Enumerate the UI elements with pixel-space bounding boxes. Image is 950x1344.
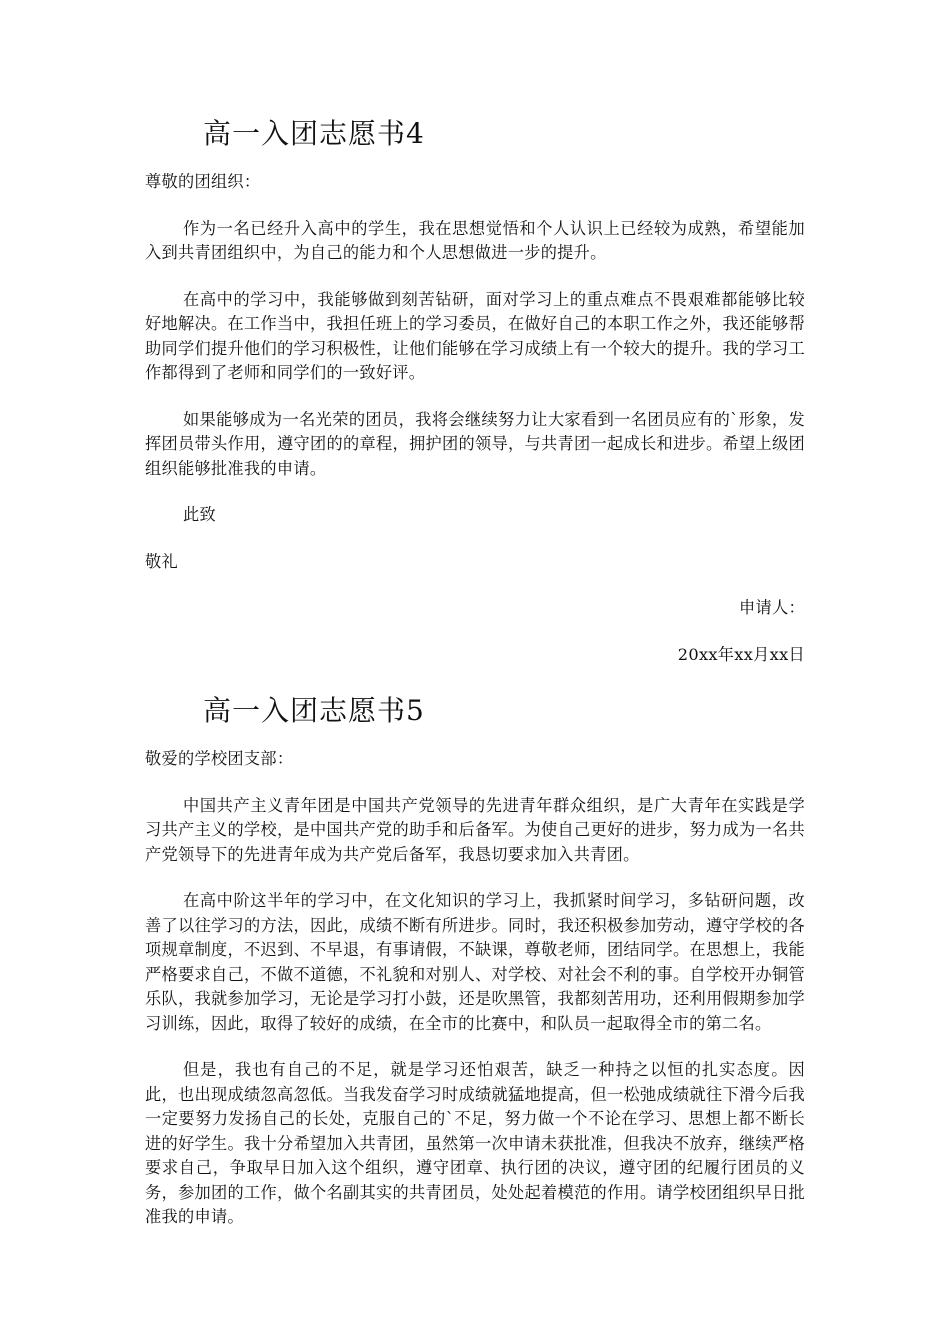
letter2-paragraph-2: 在高中阶这半年的学习中，在文化知识的学习上，我抓紧时间学习，多钻研问题，改善了以往学习的方法，因此，成绩不断有所进步。同时，我还积极参加劳动，遵守学校的各项规章制度，不迟到、不早退，有事请假，不缺课，尊敬老师，团结同学。在思想上，我能严格要求自己，不做不道德，不礼貌和对别人、对学校、对社会不利的事。自学校开办铜管乐队，我就参加学习，无论是学习打小鼓，还是吹黑管，我都刻苦用功，还利用假期参加学习训练，因此，取得了较好的成绩，在全市的比赛中，和队员一起取得全市的第二名。: [145, 891, 805, 1033]
document-content: [145, 112, 805, 1252]
letter1-title: 高一入团志愿书4: [203, 117, 425, 150]
letter2-title: 高一入团志愿书5: [203, 694, 425, 727]
letter2-paragraph-3: 但是，我也有自己的不足，就是学习还怕艰苦，缺乏一种持之以恒的扎实态度。因此，也出现成绩忽高忽低。当我发奋学习时成绩就猛地提高，但一松弛成绩就往下滑今后我一定要努力发扬自己的长处，克服自己的`不足，努力做一个不论在学习、思想上都不断长进的好学生。我十分希望加入共青团，虽然第一次申请未获批准，但我决不放弃，继续严格要求自己，争取早日加入这个组织，遵守团章、执行团的决议，遵守团的纪履行团员的义务，参加团的工作，做个名副其实的共青团员，处处起着模范的作用。请学校团组织早日批准我的申请。: [145, 1060, 805, 1226]
letter2-paragraph-1: 中国共产主义青年团是中国共产党领导的先进青年群众组织，是广大青年在实践是学习共产主义的学校，是中国共产党的助手和后备军。为使自己更好的进步，努力成为一名共产党领导下的先进青年成为共产党后备军，我恳切要求加入共青团。: [145, 795, 805, 864]
letter1-paragraph-2: 在高中的学习中，我能够做到刻苦钻研，面对学习上的重点难点不畏艰难都能够比较好地解决。在工作当中，我担任班上的学习委员，在做好自己的本职工作之外，我还能够帮助同学们提升他们的学习积极性，让他们能够在学习成绩上有一个较大的提升。我的学习工作都得到了老师和同学们的一致好评。: [145, 289, 805, 382]
letter1-paragraph-3: 如果能够成为一名光荣的团员，我将会继续努力让大家看到一名团员应有的`形象，发挥团员带头作用，遵守团的的章程，拥护团的领导，与共青团一起成长和进步。希望上级团组织能够批准我的申请。: [145, 409, 805, 478]
letter1-applicant: 申请人：: [739, 598, 805, 617]
letter2-salutation: 敬爱的学校团支部：: [145, 749, 294, 768]
letter1-closing-2: 敬礼: [145, 551, 178, 571]
letter1-closing-1: 此致: [183, 505, 216, 524]
letter1-salutation: 尊敬的团组织：: [145, 172, 261, 191]
letter1-paragraph-1: 作为一名已经升入高中的学生，我在思想觉悟和个人认识上已经较为成熟，希望能加入到共青团组织中，为自己的能力和个人思想做进一步的提升。: [145, 218, 805, 262]
letter1-date: 20xx年xx月xx日: [677, 644, 805, 664]
